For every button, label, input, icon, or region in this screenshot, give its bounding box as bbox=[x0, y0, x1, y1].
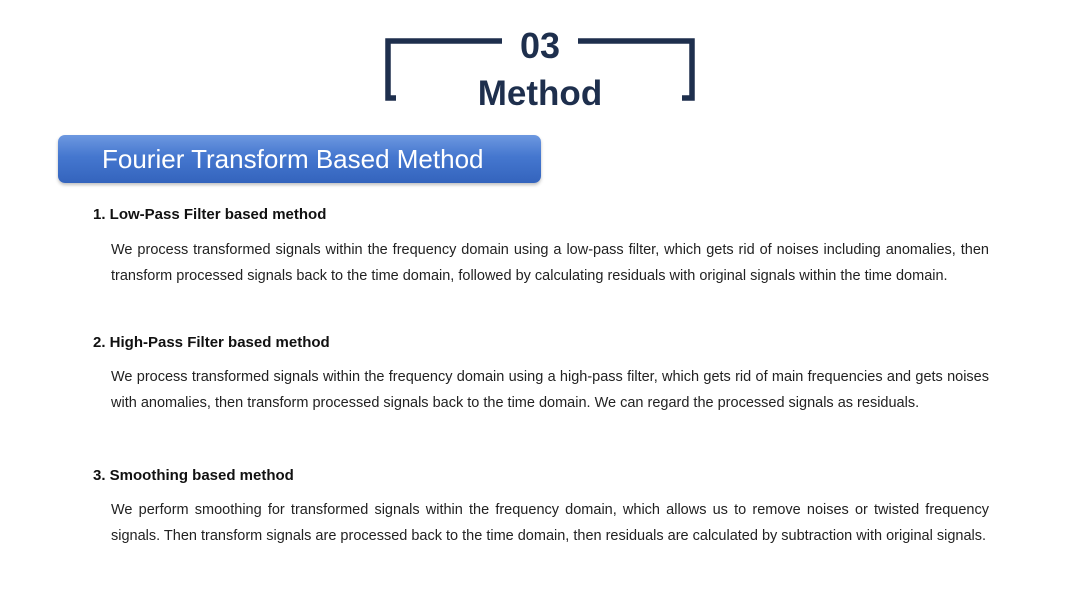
method-item bbox=[93, 334, 989, 416]
method-heading: 1. Low-Pass Filter based method bbox=[93, 206, 327, 223]
section-title: Method bbox=[477, 74, 603, 113]
subsection-banner bbox=[58, 135, 541, 183]
method-description: We perform smoothing for transformed signals within the frequency domain, which allows us to remove noises or twisted frequency signals. Then transform signals are processed back to the time domain, then residuals are calculated by subtraction with original signals. bbox=[111, 502, 989, 544]
method-heading: 3. Smoothing based method bbox=[93, 467, 294, 484]
method-item bbox=[93, 467, 989, 549]
method-description: We process transformed signals within the frequency domain using a low-pass filter, which gets rid of noises including anomalies, then transform processed signals back to the time domain, followed by calculating residuals with original signals within the time domain. bbox=[111, 242, 989, 284]
banner-title: Fourier Transform Based Method bbox=[102, 144, 484, 174]
method-heading: 2. High-Pass Filter based method bbox=[93, 334, 330, 351]
section-number: 03 bbox=[519, 25, 561, 66]
method-item bbox=[93, 206, 989, 289]
section-header bbox=[384, 24, 696, 113]
method-description: We process transformed signals within the frequency domain using a high-pass filter, which gets rid of main frequencies and gets noises with anomalies, then transform processed signals back to the time domain. We can regard the processed signals as residuals. bbox=[111, 369, 989, 411]
